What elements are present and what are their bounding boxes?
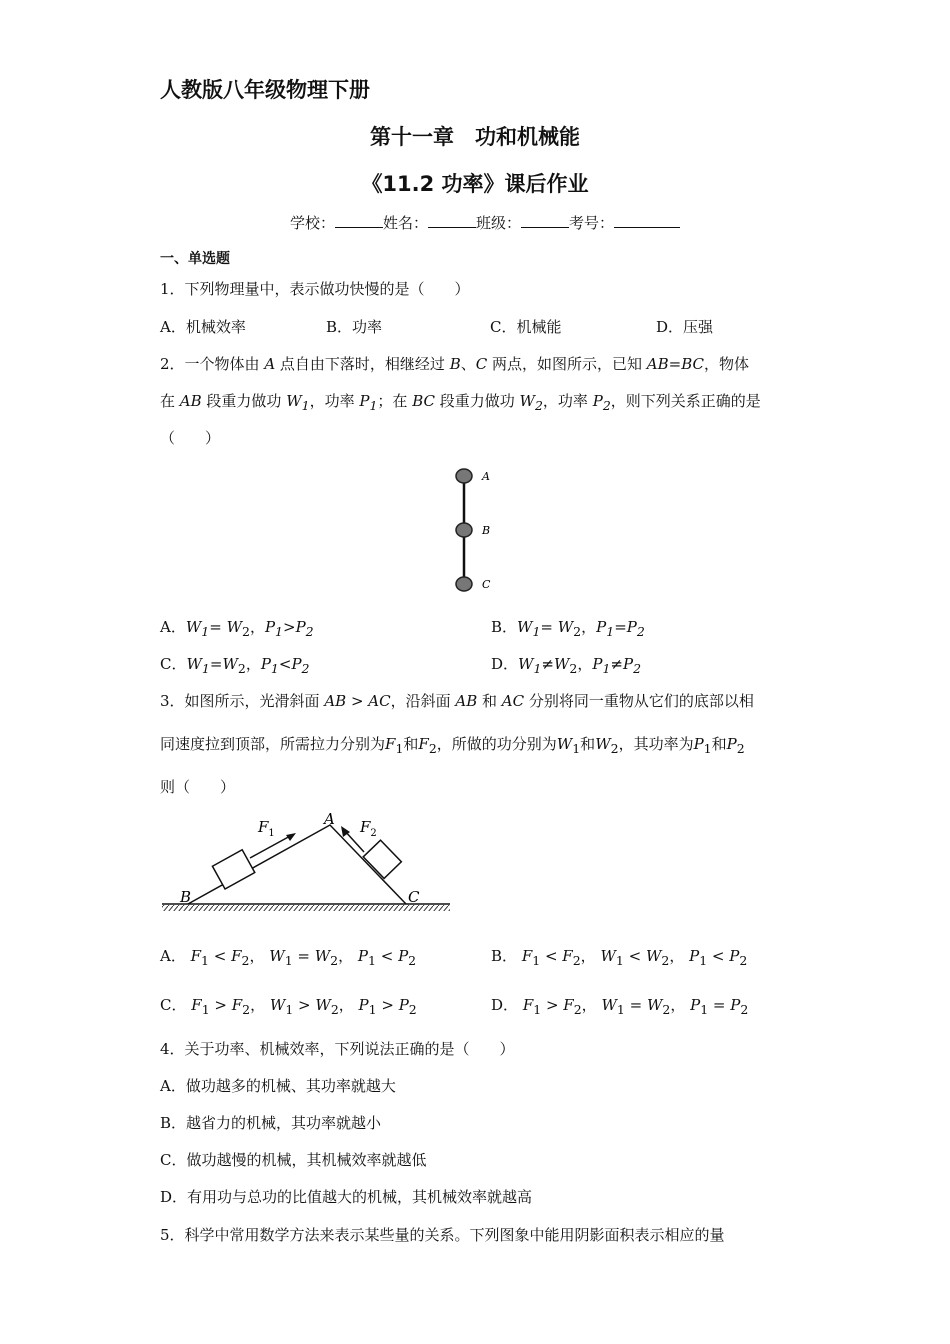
q5-stem: 5．科学中常用数学方法来表示某些量的关系。下列图象中能用阴影面积表示相应的量	[160, 1226, 725, 1244]
q1-option-b: B．功率	[326, 318, 383, 336]
q2-line2: 在 AB 段重力做功 $W_1$，功率 $P_1$；在 BC 段重力做功 $W_2$，功率 $P_2$，则下列关系正确的是	[160, 392, 761, 413]
block-on-ab	[212, 850, 254, 889]
q2-option-b: B．$W_1= W_2$，$P_1=P_2$	[491, 618, 645, 639]
class-blank[interactable]	[521, 213, 569, 228]
label-b: B	[180, 888, 192, 906]
q3-incline-figure	[158, 810, 458, 920]
q2-option-a: A．$W_1= W_2$，$P_1>P_2$	[160, 618, 314, 639]
label-a: A	[324, 810, 335, 828]
q3-line3: 则（ ）	[160, 778, 236, 796]
name-blank[interactable]	[428, 213, 476, 228]
f1-arrowhead	[286, 833, 296, 841]
q1-stem: 1．下列物理量中，表示做功快慢的是（ ）	[160, 280, 470, 298]
q3-option-d: D． $F_1 > F_2$， $W_1 = W_2$， $P_1 = P_2$	[491, 996, 749, 1017]
section-heading: 一、单选题	[160, 251, 230, 267]
q2-line1: 2．一个物体由 A 点自由下落时，相继经过 B、C 两点，如图所示，已知 AB=BC，物体	[160, 355, 750, 373]
point-a-ball	[456, 469, 472, 483]
chapter-title: 第十一章 功和机械能	[370, 125, 580, 149]
q2-option-c: C．$W_1=W_2$，$P_1<P_2$	[160, 655, 310, 676]
q3-line2: 同速度拉到顶部，所需拉力分别为$F_1$和$F_2$，所做的功分别为$W_1$和$W_2$，其功率为$P_1$和$P_2$	[160, 735, 745, 756]
point-b-ball	[456, 523, 472, 537]
q3-option-c: C． $F_1 > F_2$， $W_1 > W_2$， $P_1 > P_2$	[160, 996, 417, 1017]
label-f1: $F_1$	[258, 818, 275, 839]
label-c: C	[482, 578, 491, 591]
label-f2: $F_2$	[360, 818, 377, 839]
q1-option-a: A．机械效率	[160, 318, 246, 336]
school-label: 学校：	[289, 214, 335, 232]
block-on-ac	[363, 840, 401, 878]
ground-hatch	[162, 905, 450, 911]
point-c-ball	[456, 577, 472, 591]
class-label: 班级：	[476, 214, 522, 232]
book-title: 人教版八年级物理下册	[160, 78, 370, 102]
name-label: 姓名：	[382, 214, 428, 232]
exam-no-blank[interactable]	[614, 213, 680, 228]
q4-stem: 4．关于功率、机械效率，下列说法正确的是（ ）	[160, 1040, 515, 1058]
q4-option-d: D．有用功与总功的比值越大的机械，其机械效率就越高	[160, 1188, 533, 1206]
label-a: A	[482, 470, 490, 483]
q4-option-b: B．越省力的机械，其功率就越小	[160, 1114, 382, 1132]
exam-no-label: 考号：	[569, 214, 615, 232]
label-c: C	[408, 888, 420, 906]
student-info-line	[0, 212, 950, 233]
lesson-title: 《11.2 功率》课后作业	[361, 172, 589, 196]
q2-option-d: D．$W_1\ne W_2$，$P_1\ne P_2$	[491, 655, 642, 676]
q3-option-b: B． $F_1 < F_2$， $W_1 < W_2$， $P_1 < P_2$	[491, 947, 748, 968]
q3-line1: 3．如图所示，光滑斜面 AB > AC，沿斜面 AB 和 AC 分别将同一重物从它们的底部以相	[160, 692, 754, 710]
q4-option-c: C．做功越慢的机械，其机械效率就越低	[160, 1151, 427, 1169]
q2-fall-figure	[440, 464, 510, 594]
q1-option-d: D．压强	[656, 318, 714, 336]
label-b: B	[482, 524, 491, 537]
school-blank[interactable]	[335, 213, 383, 228]
q4-option-a: A．做功越多的机械、其功率就越大	[160, 1077, 396, 1095]
q3-option-a: A． $F_1 < F_2$， $W_1 = W_2$， $P_1 < P_2$	[160, 947, 417, 968]
q1-option-c: C．机械能	[490, 318, 562, 336]
q2-paren: （ ）	[160, 429, 221, 447]
